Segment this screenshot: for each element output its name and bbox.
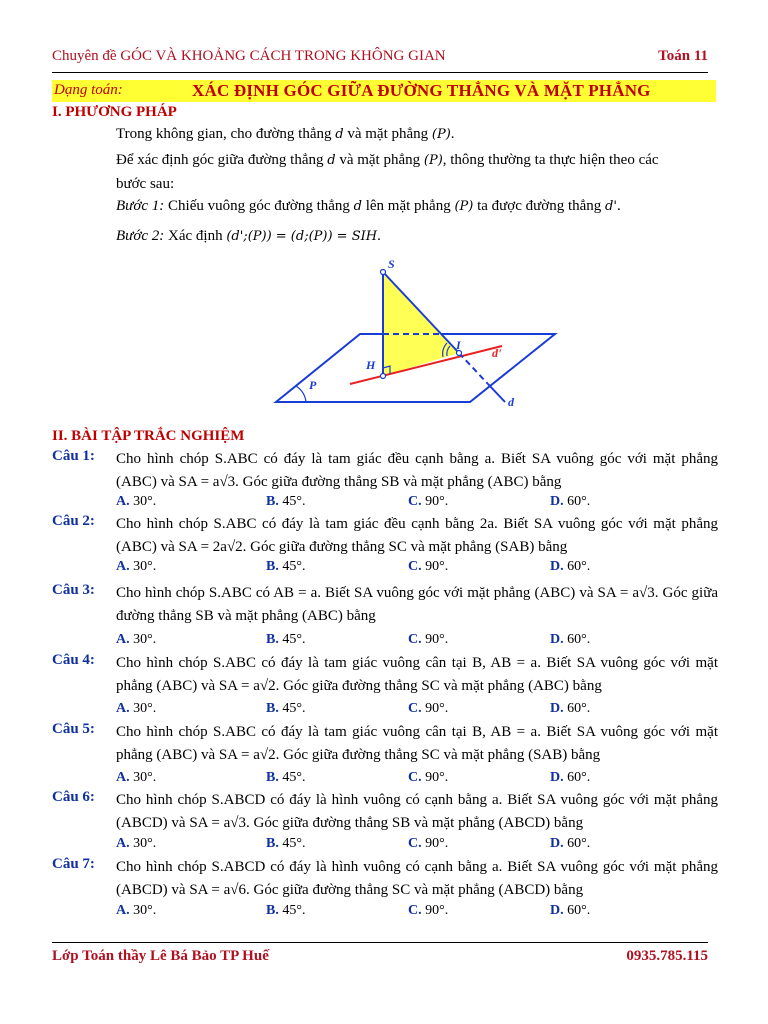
- question-text: Cho hình chóp S.ABCD có đáy là hình vuông có cạnh bằng a. Biết SA vuông góc với mặt phẳng (ABCD) và SA = a√3. Góc giữa đường thẳng SB và mặt phẳng (ABCD) bằng: [116, 792, 718, 831]
- option-b[interactable]: B. 45°.: [266, 836, 306, 851]
- option-text: 30°.: [133, 701, 157, 716]
- question-options: [116, 770, 718, 790]
- option-c[interactable]: C. 90°.: [408, 559, 449, 574]
- option-text: 90°.: [425, 632, 449, 647]
- option-a[interactable]: A. 30°.: [116, 701, 157, 716]
- banner-title: XÁC ĐỊNH GÓC GIỮA ĐƯỜNG THẲNG VÀ MẶT PHẲNG: [192, 81, 651, 100]
- option-text: 60°.: [567, 836, 591, 851]
- option-a[interactable]: A. 30°.: [116, 494, 157, 509]
- option-text: 90°.: [425, 903, 449, 918]
- math-p: (P): [423, 153, 443, 168]
- option-text: 45°.: [282, 836, 306, 851]
- option-b[interactable]: B. 45°.: [266, 701, 306, 716]
- label-h: H: [366, 358, 376, 372]
- option-text: 90°.: [425, 701, 449, 716]
- option-c[interactable]: C. 90°.: [408, 770, 449, 785]
- question-options: [116, 559, 718, 579]
- text: và mặt phẳng: [335, 152, 424, 168]
- math-d: d: [353, 199, 362, 214]
- math-d-prime: d': [605, 199, 617, 214]
- question-text: Cho hình chóp S.ABC có đáy là tam giác vuông cân tại B, AB = a. Biết SA vuông góc với mặt phẳng (ABC) và SA = a√2. Góc giữa đường thẳng SC và mặt phẳng (SAB) bằng: [116, 724, 718, 763]
- option-text: 60°.: [567, 559, 591, 574]
- text: ta được đường thẳng: [473, 198, 606, 214]
- question-text: Cho hình chóp S.ABCD có đáy là hình vuông có cạnh bằng a. Biết SA vuông góc với mặt phẳng (ABCD) và SA = a√6. Góc giữa đường thẳng SC và mặt phẳng (ABCD) bằng: [116, 859, 718, 898]
- method-line-3: bước sau:: [116, 176, 175, 192]
- text: .: [450, 126, 455, 142]
- option-a[interactable]: A. 30°.: [116, 559, 157, 574]
- option-b[interactable]: B. 45°.: [266, 770, 306, 785]
- option-b[interactable]: B. 45°.: [266, 903, 306, 918]
- option-text: 45°.: [282, 903, 306, 918]
- point-h: [381, 374, 386, 379]
- text: Xác định: [164, 228, 227, 244]
- option-d[interactable]: D. 60°.: [550, 836, 591, 851]
- banner-label: Dạng toán:: [54, 82, 123, 98]
- option-c[interactable]: C. 90°.: [408, 701, 449, 716]
- option-text: 90°.: [425, 494, 449, 509]
- question-number: Câu 6:: [52, 789, 95, 805]
- question-text: Cho hình chóp S.ABC có đáy là tam giác vuông cân tại B, AB = a. Biết SA vuông góc với mặt phẳng (ABC) và SA = a√2. Góc giữa đường thẳng SC và mặt phẳng (ABC) bằng: [116, 655, 718, 694]
- label-i: I: [456, 338, 461, 352]
- question-options: [116, 903, 718, 923]
- label-s: S: [388, 257, 395, 271]
- label-p: P: [309, 378, 317, 392]
- option-c[interactable]: C. 90°.: [408, 836, 449, 851]
- question-options: [116, 494, 718, 514]
- option-text: 60°.: [567, 632, 591, 647]
- option-a[interactable]: A. 30°.: [116, 903, 157, 918]
- question-number: Câu 7:: [52, 856, 95, 872]
- option-d[interactable]: D. 60°.: [550, 701, 591, 716]
- option-a[interactable]: A. 30°.: [116, 836, 157, 851]
- header-topic: Chuyên đề GÓC VÀ KHOẢNG CÁCH TRONG KHÔNG GIAN: [52, 48, 446, 64]
- header-subject: Toán 11: [658, 48, 708, 64]
- math-d: d: [335, 127, 344, 142]
- option-d[interactable]: D. 60°.: [550, 494, 591, 509]
- text: .: [377, 228, 381, 244]
- option-text: 30°.: [133, 903, 157, 918]
- option-c[interactable]: C. 90°.: [408, 494, 449, 509]
- question-number: Câu 1:: [52, 448, 95, 464]
- section-exercises-heading: II. BÀI TẬP TRẮC NGHIỆM: [52, 428, 245, 444]
- option-text: 30°.: [133, 559, 157, 574]
- option-text: 30°.: [133, 632, 157, 647]
- option-text: 60°.: [567, 770, 591, 785]
- option-text: 60°.: [567, 494, 591, 509]
- option-c[interactable]: C. 90°.: [408, 903, 449, 918]
- step-label: Bước 1:: [116, 198, 165, 214]
- option-c[interactable]: C. 90°.: [408, 632, 449, 647]
- text: , thông thường ta thực hiện theo các: [442, 152, 659, 168]
- option-d[interactable]: D. 60°.: [550, 559, 591, 574]
- math-p: (P): [431, 127, 451, 142]
- option-text: 45°.: [282, 494, 306, 509]
- option-text: 30°.: [133, 770, 157, 785]
- plane-angle-arc: [296, 386, 306, 402]
- text: và mặt phẳng: [343, 126, 432, 142]
- line-d-dashed: [459, 353, 488, 384]
- math-d: d: [327, 153, 336, 168]
- option-b[interactable]: B. 45°.: [266, 632, 306, 647]
- option-text: 30°.: [133, 494, 157, 509]
- option-a[interactable]: A. 30°.: [116, 770, 157, 785]
- text: lên mặt phẳng: [361, 198, 455, 214]
- text: Chiếu vuông góc đường thẳng: [164, 198, 354, 214]
- section-method-heading: I. PHƯƠNG PHÁP: [52, 104, 177, 120]
- option-text: 60°.: [567, 903, 591, 918]
- option-text: 60°.: [567, 701, 591, 716]
- option-d[interactable]: D. 60°.: [550, 770, 591, 785]
- question-text: Cho hình chóp S.ABC có đáy là tam giác đều cạnh bằng 2a. Biết SA vuông góc với mặt phẳng (ABC) và SA = 2a√2. Góc giữa đường thẳng SC và mặt phẳng (SAB) bằng: [116, 516, 718, 555]
- question-number: Câu 3:: [52, 582, 95, 598]
- option-d[interactable]: D. 60°.: [550, 903, 591, 918]
- footer-divider: [52, 942, 708, 943]
- option-text: 90°.: [425, 559, 449, 574]
- option-text: 45°.: [282, 559, 306, 574]
- option-text: 90°.: [425, 836, 449, 851]
- text: Trong không gian, cho đường thẳng: [116, 126, 336, 142]
- option-text: 45°.: [282, 770, 306, 785]
- footer-phone: 0935.785.115: [626, 948, 708, 964]
- step-label: Bước 2:: [116, 228, 165, 244]
- label-d-prime: d': [492, 346, 502, 360]
- text: Để xác định góc giữa đường thẳng: [116, 152, 328, 168]
- option-d[interactable]: D. 60°.: [550, 632, 591, 647]
- option-text: 45°.: [282, 701, 306, 716]
- option-text: 90°.: [425, 770, 449, 785]
- point-s: [381, 270, 386, 275]
- question-text: Cho hình chóp S.ABC có AB = a. Biết SA vuông góc với mặt phẳng (ABC) và SA = a√3. Góc giữa đường thẳng SB và mặt phẳng (ABC) bằng: [116, 585, 718, 624]
- question-number: Câu 2:: [52, 513, 95, 529]
- option-b[interactable]: B. 45°.: [266, 494, 306, 509]
- question-options: [116, 632, 718, 652]
- math-p: (P): [454, 199, 474, 214]
- option-b[interactable]: B. 45°.: [266, 559, 306, 574]
- question-text: Cho hình chóp S.ABC có đáy là tam giác đều cạnh bằng a. Biết SA vuông góc với mặt phẳng (ABC) và SA = a√3. Góc giữa đường thẳng SB và mặt phẳng (ABC) bằng: [116, 451, 718, 490]
- option-text: 30°.: [133, 836, 157, 851]
- page-footer: [52, 948, 708, 965]
- option-a[interactable]: A. 30°.: [116, 632, 157, 647]
- question-options: [116, 836, 718, 856]
- option-text: 45°.: [282, 632, 306, 647]
- question-options: [116, 701, 718, 721]
- footer-teacher: Lớp Toán thầy Lê Bá Bảo TP Huế: [52, 948, 269, 964]
- question-number: Câu 5:: [52, 721, 95, 737]
- label-d: d: [508, 395, 514, 409]
- question-number: Câu 4:: [52, 652, 95, 668]
- math-angle-formula: (d';(P)) = (d;(P)) = SIH: [226, 229, 378, 244]
- text: .: [616, 198, 621, 214]
